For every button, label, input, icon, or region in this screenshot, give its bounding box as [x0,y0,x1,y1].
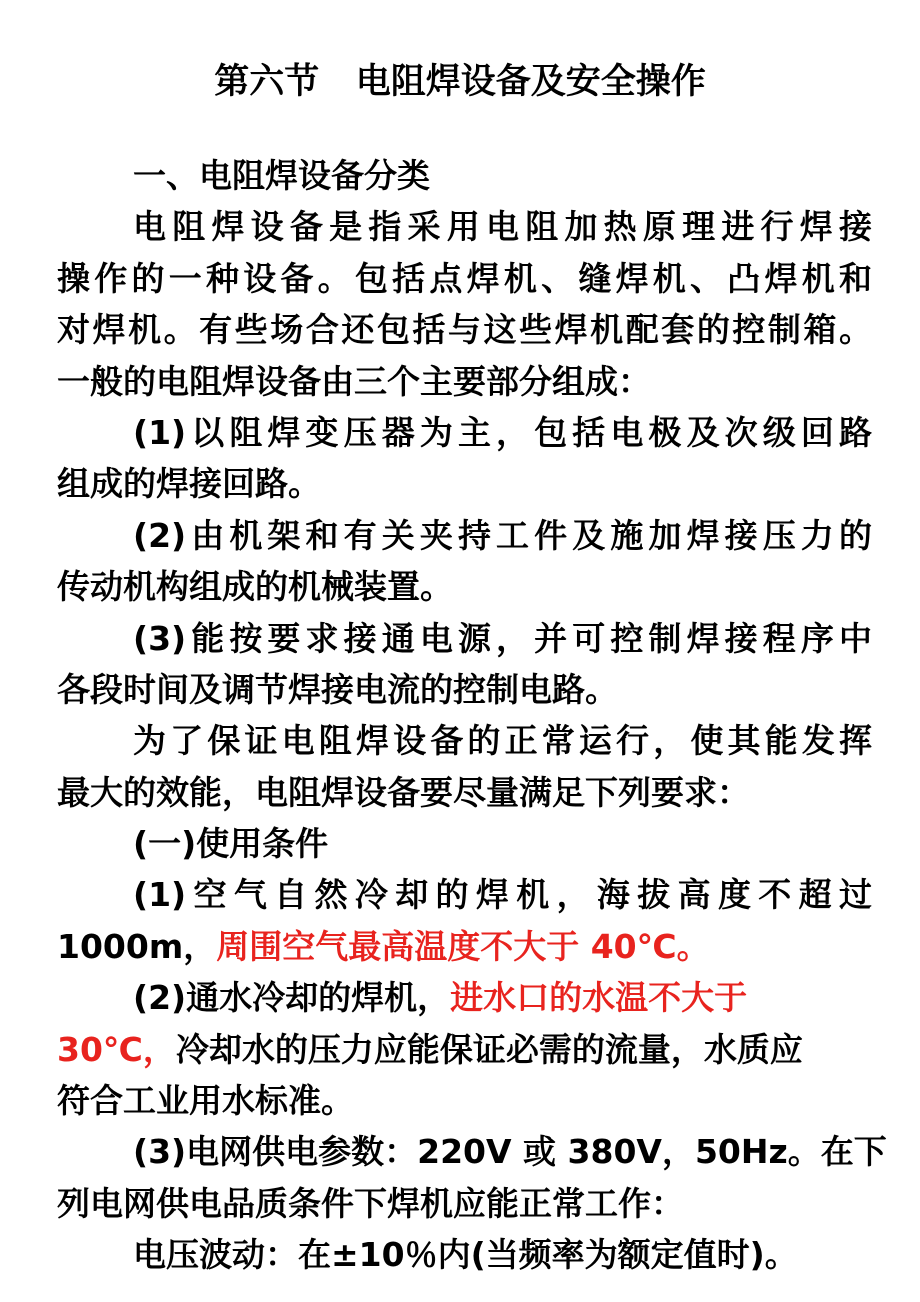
list-item-line: (3)能按要求接通电源，并可控制焊接程序中 [133,618,872,658]
highlight-text: 30℃， [57,1029,176,1069]
paragraph-line: 为了保证电阻焊设备的正常运行，使其能发挥 [133,721,872,761]
condition-line: 列电网供电品质条件下焊机应能正常工作： [57,1183,684,1223]
condition-text: (2)通水冷却的焊机， [133,978,451,1018]
paragraph-line: 一般的电阻焊设备由三个主要部分组成： [57,361,651,401]
list-item-line: (2)由机架和有关夹持工件及施加焊接压力的 [133,515,872,555]
condition-line [57,972,872,1023]
condition-text: 1000m， [57,926,217,966]
highlight-text: 进水口的水温不大于 [450,978,748,1018]
list-item-line: 组成的焊接回路。 [57,464,321,504]
subheading: (一)使用条件 [133,824,329,864]
condition-line [57,921,872,972]
list-item-line: 各段时间及调节焊接电流的控制电路。 [57,669,618,709]
list-item-line: 传动机构组成的机械装置。 [57,567,453,607]
condition-line [57,1024,872,1075]
voltage-line: 电压波动：在±10％内(当频率为额定值时)。 [133,1235,798,1275]
condition-line: 符合工业用水标准。 [57,1081,354,1121]
paragraph-line: 对焊机。有些场合还包括与这些焊机配套的控制箱。 [57,310,872,350]
paragraph-line: 电阻焊设备是指采用电阻加热原理进行焊接 [133,207,872,247]
paragraph-line: 操作的一种设备。包括点焊机、缝焊机、凸焊机和 [57,258,872,298]
condition-line: (3)电网供电参数：220V 或 380V，50Hz。在下 [133,1132,887,1172]
highlight-text: 周围空气最高温度不大于 40℃。 [216,926,710,966]
document-body [57,150,887,1281]
list-item-line: (1)以阻焊变压器为主，包括电极及次级回路 [133,412,872,452]
paragraph-line: 最大的效能，电阻焊设备要尽量满足下列要求： [57,772,750,812]
section-heading: 一、电阻焊设备分类 [133,156,430,195]
section-title: 第六节 电阻焊设备及安全操作 [214,62,706,102]
condition-line: (1)空气自然冷却的焊机，海拔高度不超过 [133,875,872,915]
condition-text: 冷却水的压力应能保证必需的流量，水质应 [175,1029,803,1069]
